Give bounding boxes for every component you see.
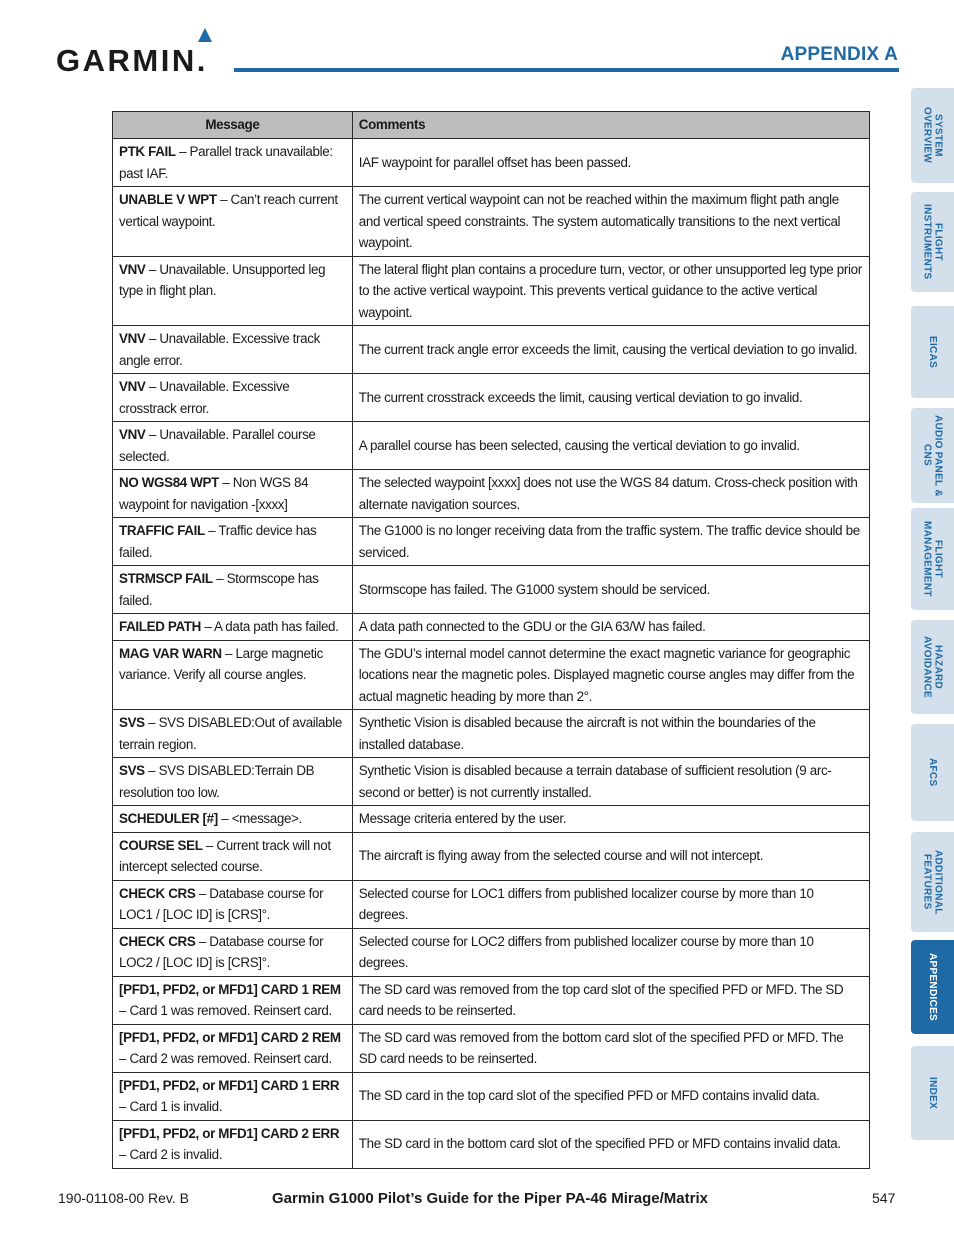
message-cell xyxy=(113,1072,353,1120)
message-cell xyxy=(113,422,353,470)
message-description: – Parallel track unavailable: past IAF. xyxy=(119,144,333,181)
message-cell xyxy=(113,374,353,422)
section-title: APPENDIX A xyxy=(780,44,898,65)
message-cell xyxy=(113,976,353,1024)
message-code: FAILED PATH xyxy=(119,619,201,634)
comment-cell: The current crosstrack exceeds the limit, causing vertical deviation to go invalid. xyxy=(352,374,869,422)
table-row xyxy=(113,1120,870,1168)
message-code: VNV xyxy=(119,261,146,277)
table-row xyxy=(113,566,870,614)
side-tab-label: ADDITIONAL FEATURES xyxy=(921,849,944,915)
comment-cell: The lateral flight plan contains a procedure turn, vector, or other unsupported leg type prior to the active vertical waypoint. This prevents vertical guidance to the active vertical waypoint. xyxy=(352,256,869,326)
message-code: STRMSCP FAIL xyxy=(119,571,213,586)
comment-cell: The SD card was removed from the top card slot of the specified PFD or MFD. The SD card needs to be reinserted. xyxy=(352,976,869,1024)
message-description: – Current track will not intercept selected course. xyxy=(119,837,331,874)
message-description: – Card 1 is invalid. xyxy=(119,1099,223,1114)
message-cell xyxy=(113,758,353,806)
side-tab-audio-panel-cns[interactable] xyxy=(911,408,954,503)
table-row xyxy=(113,614,870,641)
comment-cell: Stormscope has failed. The G1000 system should be serviced. xyxy=(352,566,869,614)
message-code: SVS xyxy=(119,763,145,778)
message-cell xyxy=(113,470,353,518)
message-code: UNABLE V WPT xyxy=(119,192,217,207)
message-code: COURSE SEL xyxy=(119,837,203,853)
message-code: NO WGS84 WPT xyxy=(119,475,219,490)
message-description: – Unavailable. Unsupported leg type in flight plan. xyxy=(119,261,326,298)
side-tab-label: APPENDICES xyxy=(927,952,938,1021)
side-tab-system-overview[interactable] xyxy=(911,88,954,183)
table-row xyxy=(113,470,870,518)
message-description: – Database course for LOC2 / [LOC ID] is [CRS]°. xyxy=(119,933,324,970)
message-description: – A data path has failed. xyxy=(200,619,339,634)
message-description: – Card 2 was removed. Reinsert card. xyxy=(119,1051,332,1066)
message-code: [PFD1, PFD2, or MFD1] CARD 2 ERR xyxy=(119,1125,340,1141)
message-code: VNV xyxy=(119,331,146,346)
message-description: – Can’t reach current vertical waypoint. xyxy=(119,192,338,229)
table-row xyxy=(113,256,870,326)
message-cell xyxy=(113,326,353,374)
message-code: CHECK CRS xyxy=(119,885,196,901)
comment-cell: The SD card in the bottom card slot of the specified PFD or MFD contains invalid data. xyxy=(352,1120,869,1168)
message-description: – <message>. xyxy=(217,811,302,826)
message-cell xyxy=(113,518,353,566)
message-description: – Stormscope has failed. xyxy=(119,571,319,608)
side-tab-label: FLIGHT MANAGEMENT xyxy=(921,521,944,597)
table-row xyxy=(113,326,870,374)
message-code: SCHEDULER [#] xyxy=(119,811,218,826)
message-code: [PFD1, PFD2, or MFD1] CARD 1 REM xyxy=(119,981,341,997)
comment-cell: A data path connected to the GDU or the GIA 63/W has failed. xyxy=(352,614,869,641)
document-number: 190-01108-00 Rev. B xyxy=(58,1190,190,1206)
message-description: – Database course for LOC1 / [LOC ID] is [CRS]°. xyxy=(119,885,324,922)
comment-cell: Selected course for LOC2 differs from published localizer course by more than 10 degrees. xyxy=(352,928,869,976)
guide-title: Garmin G1000 Pilot’s Guide for the Piper PA-46 Mirage/Matrix xyxy=(272,1190,708,1207)
table-row xyxy=(113,139,870,187)
message-description: – Traffic device has failed. xyxy=(119,523,317,560)
table-row xyxy=(113,1024,870,1072)
message-cell xyxy=(113,566,353,614)
table-row xyxy=(113,640,870,710)
table-row xyxy=(113,710,870,758)
message-description: – Card 2 is invalid. xyxy=(119,1147,223,1162)
side-tab-flight-instruments[interactable] xyxy=(911,192,954,292)
message-description: – SVS DISABLED:Out of available terrain region. xyxy=(119,715,342,752)
comment-cell: The SD card was removed from the bottom card slot of the specified PFD or MFD. The SD card needs to be reinserted. xyxy=(352,1024,869,1072)
side-tab-flight-management[interactable] xyxy=(911,508,954,610)
side-tab-label: SYSTEM OVERVIEW xyxy=(921,107,944,164)
message-code: VNV xyxy=(119,427,146,442)
message-cell xyxy=(113,187,353,257)
side-tab-appendices[interactable] xyxy=(911,940,954,1034)
comment-cell: The SD card in the top card slot of the specified PFD or MFD contains invalid data. xyxy=(352,1072,869,1120)
side-tab-label: INDEX xyxy=(927,1076,938,1110)
comment-cell: The selected waypoint [xxxx] does not use the WGS 84 datum. Cross-check position with alternate navigation sources. xyxy=(352,470,869,518)
message-cell xyxy=(113,1120,353,1168)
comment-cell: Synthetic Vision is disabled because the aircraft is not within the boundaries of the installed database. xyxy=(352,710,869,758)
comment-cell: The current track angle error exceeds the limit, causing the vertical deviation to go invalid. xyxy=(352,326,869,374)
message-cell xyxy=(113,806,353,833)
table-row xyxy=(113,422,870,470)
message-code: SVS xyxy=(119,715,145,730)
side-tab-label: FLIGHT INSTRUMENTS xyxy=(921,204,944,280)
message-description: – Unavailable. Excessive track angle error. xyxy=(119,331,320,368)
column-header-message: Message xyxy=(113,112,353,139)
message-description: – Non WGS 84 waypoint for navigation -[xxxx] xyxy=(119,475,309,512)
comment-cell: Selected course for LOC1 differs from published localizer course by more than 10 degrees. xyxy=(352,880,869,928)
table-row xyxy=(113,1072,870,1120)
side-tab-label: EICAS xyxy=(927,335,938,369)
comment-cell: The aircraft is flying away from the selected course and will not intercept. xyxy=(352,832,869,880)
message-cell xyxy=(113,710,353,758)
table-row xyxy=(113,976,870,1024)
message-cell xyxy=(113,1024,353,1072)
message-cell xyxy=(113,614,353,641)
side-tab-hazard-avoidance[interactable] xyxy=(911,620,954,714)
side-tab-index[interactable] xyxy=(911,1046,954,1140)
message-code: CHECK CRS xyxy=(119,933,196,949)
comment-cell: IAF waypoint for parallel offset has been passed. xyxy=(352,139,869,187)
message-cell xyxy=(113,832,353,880)
page-number: 547 xyxy=(872,1190,896,1206)
side-tab-eicas[interactable] xyxy=(911,306,954,398)
garmin-logo xyxy=(56,26,221,76)
table-row xyxy=(113,187,870,257)
header-rule xyxy=(234,68,899,72)
column-header-comments: Comments xyxy=(352,112,869,139)
message-cell xyxy=(113,880,353,928)
table-body xyxy=(113,139,870,1169)
table-row xyxy=(113,928,870,976)
comment-cell: The current vertical waypoint can not be reached within the maximum flight path angle and vertical speed constraints. The system automatically transitions to the next vertical waypoint. xyxy=(352,187,869,257)
message-cell xyxy=(113,640,353,710)
side-tab-label: AFCS xyxy=(927,758,938,787)
comment-cell: Message criteria entered by the user. xyxy=(352,806,869,833)
comment-cell: A parallel course has been selected, causing the vertical deviation to go invalid. xyxy=(352,422,869,470)
table-row xyxy=(113,374,870,422)
message-description: – Large magnetic variance. Verify all course angles. xyxy=(119,645,323,682)
side-tab-additional-features[interactable] xyxy=(911,832,954,932)
side-tab-afcs[interactable] xyxy=(911,724,954,821)
message-cell xyxy=(113,256,353,326)
message-description: – Unavailable. Excessive crosstrack error. xyxy=(119,379,290,416)
comment-cell: The GDU’s internal model cannot determine the exact magnetic variance for geographic locations near the magnetic poles. Displayed magnetic course angles may differ from the actual magnetic heading by more than 2°. xyxy=(352,640,869,710)
comment-cell: The G1000 is no longer receiving data from the traffic system. The traffic device should be serviced. xyxy=(352,518,869,566)
message-description: – Unavailable. Parallel course selected. xyxy=(119,427,316,464)
message-description: – Card 1 was removed. Reinsert card. xyxy=(119,1003,332,1018)
table-row xyxy=(113,806,870,833)
side-tab-label: HAZARD AVOIDANCE xyxy=(921,636,944,698)
message-code: VNV xyxy=(119,379,146,394)
side-tab-label: AUDIO PANEL & CNS xyxy=(921,414,944,497)
message-cell xyxy=(113,928,353,976)
table-row xyxy=(113,880,870,928)
message-code: PTK FAIL xyxy=(119,144,176,159)
table-row xyxy=(113,758,870,806)
message-cell xyxy=(113,139,353,187)
message-code: TRAFFIC FAIL xyxy=(119,523,205,538)
message-code: [PFD1, PFD2, or MFD1] CARD 2 REM xyxy=(119,1029,341,1045)
logo-wordmark: GARMIN. xyxy=(56,43,208,76)
comment-cell: Synthetic Vision is disabled because a terrain database of sufficient resolution (9 arc-second or better) is not currently installed. xyxy=(352,758,869,806)
table-row xyxy=(113,518,870,566)
message-description: – SVS DISABLED:Terrain DB resolution too low. xyxy=(119,763,315,800)
garmin-delta-icon xyxy=(198,28,212,42)
message-table xyxy=(112,111,870,1169)
message-code: MAG VAR WARN xyxy=(119,645,222,661)
table-row xyxy=(113,832,870,880)
message-code: [PFD1, PFD2, or MFD1] CARD 1 ERR xyxy=(119,1077,340,1093)
table-header-row xyxy=(113,112,870,139)
